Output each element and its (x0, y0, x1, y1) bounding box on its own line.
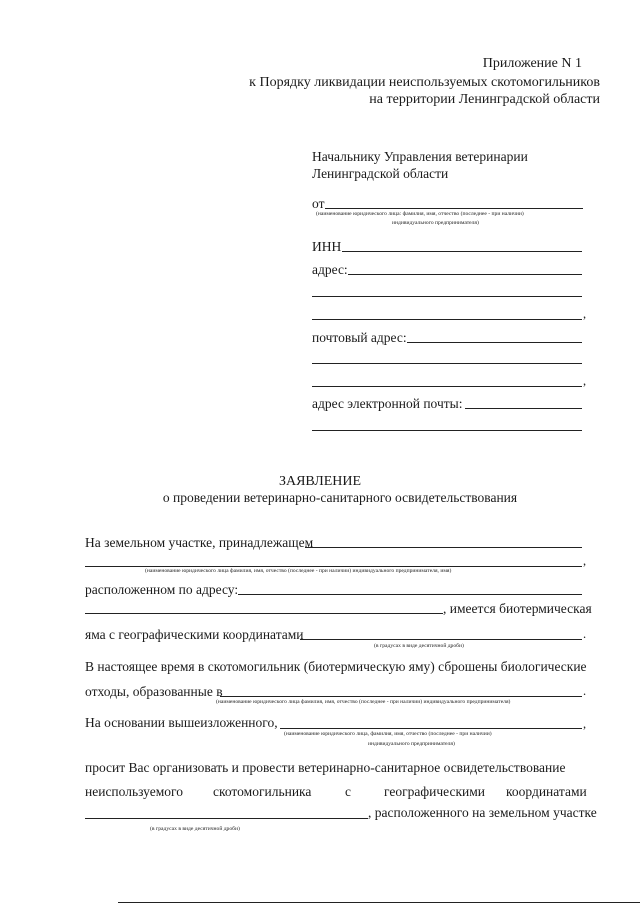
request-word-3: с (345, 784, 351, 799)
request-word-5: координатами (506, 784, 587, 799)
address-field-2[interactable] (312, 296, 582, 297)
basis-hint-2: индивидуального предпринимателя) (368, 741, 455, 747)
address-label: адрес: (312, 262, 348, 277)
from-hint-2: индивидуального предпринимателя) (392, 220, 479, 226)
request-word-4: географическими (384, 784, 486, 799)
address-comma: , (583, 307, 587, 321)
waste-origin-dot: . (583, 684, 587, 698)
address-field-3[interactable] (312, 319, 582, 320)
request-coordinates-hint: (в градусах в виде десятичной дроби) (150, 826, 240, 832)
request-line-1: просит Вас организовать и провести ветеринарно-санитарное освидетельствование (85, 760, 566, 775)
biothermal-label: , имеется биотермическая (443, 601, 592, 616)
waste-origin-hint: (наименование юридического лица фамилия, имя, отчество (последнее - при наличии) индивидуального предпринимателя) (216, 699, 511, 705)
header-line-1: к Порядку ликвидации неиспользуемых скотомогильников (249, 75, 600, 90)
postal-address-comma: , (583, 374, 587, 388)
addressee-line-1: Начальнику Управления ветеринарии (312, 149, 528, 164)
waste-origin-label: отходы, образованные в (85, 684, 223, 699)
basis-label: На основании вышеизложенного, (85, 715, 278, 730)
waste-origin-field[interactable] (220, 696, 582, 697)
address-field-1[interactable] (348, 274, 582, 275)
inn-field[interactable] (342, 251, 582, 252)
location-address-label: расположенном по адресу: (85, 582, 239, 597)
postal-address-field-3[interactable] (312, 386, 582, 387)
from-hint-1: (наименование юридического лица: фамилия, имя, отчество (последнее - при наличии) (316, 211, 524, 217)
request-word-2: скотомогильника (213, 784, 312, 799)
land-owner-field-2[interactable] (85, 566, 582, 567)
postal-address-field-2[interactable] (312, 363, 582, 364)
email-field-1[interactable] (465, 408, 582, 409)
location-address-field-1[interactable] (238, 594, 582, 595)
document-title: ЗАЯВЛЕНИЕ (278, 474, 362, 489)
document-subtitle: о проведении ветеринарно-санитарного освидетельствования (162, 490, 518, 505)
land-owner-label: На земельном участке, принадлежащем (85, 535, 314, 550)
land-owner-comma: , (583, 554, 587, 568)
header-line-2: на территории Ленинградской области (369, 92, 600, 107)
postal-address-label: почтовый адрес: (312, 330, 407, 345)
location-address-field-2[interactable] (85, 613, 443, 614)
bottom-divider (118, 902, 640, 903)
postal-address-field-1[interactable] (407, 342, 582, 343)
request-coordinates-field[interactable] (85, 818, 368, 819)
basis-comma: , (583, 717, 587, 731)
request-location-label: , расположенного на земельном участке (368, 805, 597, 820)
coordinates-label: яма с географическими координатами (85, 627, 304, 642)
waste-statement-line-1: В настоящее время в скотомогильник (биотермическую яму) сброшены биологические (85, 659, 587, 674)
from-label: от (312, 196, 325, 211)
land-owner-field-1[interactable] (305, 547, 582, 548)
coordinates-dot: . (583, 627, 587, 641)
coordinates-field[interactable] (300, 639, 582, 640)
addressee-line-2: Ленинградской области (312, 166, 449, 181)
basis-field[interactable] (280, 728, 582, 729)
request-word-1: неиспользуемого (85, 784, 183, 799)
coordinates-hint: (в градусах в виде десятичной дроби) (374, 643, 464, 649)
appendix-label: Приложение N 1 (482, 56, 582, 71)
from-field[interactable] (325, 208, 583, 209)
email-field-2[interactable] (312, 430, 582, 431)
inn-label: ИНН (312, 239, 342, 254)
basis-hint-1: (наименование юридического лица, фамилия, имя, отчество (последнее - при наличии) (284, 731, 492, 737)
email-label: адрес электронной почты: (312, 396, 463, 411)
land-owner-hint: (наименование юридического лица фамилия, имя, отчество (последнее - при наличии) индивидуального предпринимателя, имя) (145, 568, 452, 574)
